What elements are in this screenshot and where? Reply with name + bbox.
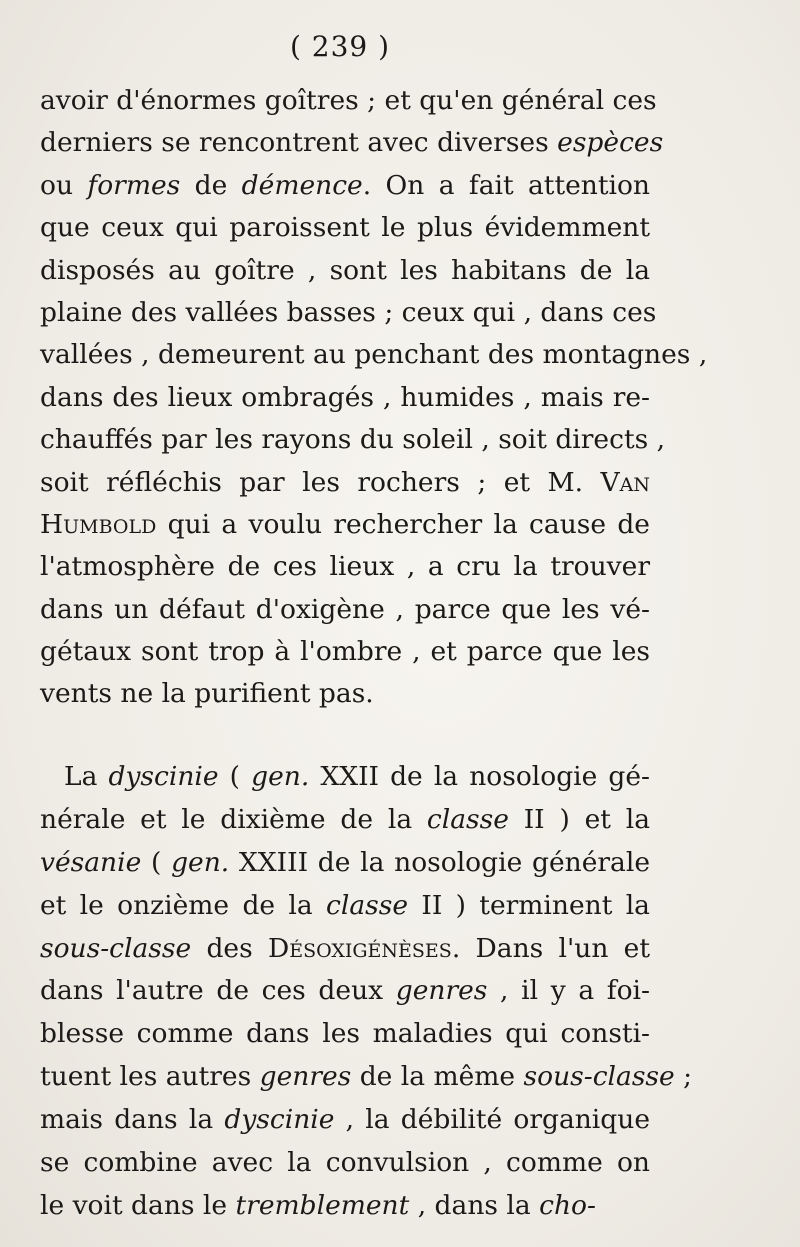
text-line <box>40 885 650 928</box>
text-line <box>40 1142 650 1185</box>
text-line <box>40 80 657 122</box>
text-line <box>40 419 666 461</box>
text-line <box>40 1056 693 1099</box>
text-line <box>40 250 650 292</box>
small-caps-run: Humbold <box>40 508 157 540</box>
text-line <box>40 589 650 631</box>
italic-run: sous-classe <box>40 932 192 964</box>
italic-run: espèces <box>557 127 664 159</box>
text-run: II ) et la <box>508 803 650 835</box>
text-run: vents ne la purifient pas. <box>40 678 374 710</box>
italic-run: vésanie <box>40 846 142 878</box>
text-run: plaine des vallées basses ; ceux qui , dans ces <box>40 296 657 328</box>
text-run: , dans la <box>409 1189 540 1221</box>
text-line <box>40 631 650 673</box>
text-run: vallées , demeurent au penchant des montagnes , <box>40 339 708 371</box>
text-run: . Dans l'un et <box>451 932 651 964</box>
text-line <box>40 1099 650 1142</box>
text-line <box>40 334 708 376</box>
text-run: dans un défaut d'oxigène , parce que les vé- <box>40 593 650 625</box>
text-run: nérale et le dixième de la <box>40 803 427 835</box>
italic-run: classe <box>426 803 509 835</box>
page-number: ( 239 ) <box>289 30 391 63</box>
italic-run: classe <box>326 889 409 921</box>
italic-run: dyscinie <box>224 1104 335 1136</box>
text-run: derniers se rencontrent avec diverses <box>40 127 558 159</box>
text-run: soit réfléchis par les rochers ; et M. <box>40 466 601 498</box>
italic-run: genres <box>395 975 488 1007</box>
paragraph-2 <box>40 756 693 1228</box>
text-run: mais dans la <box>40 1104 225 1136</box>
text-line <box>40 122 664 164</box>
text-run: La <box>64 761 109 792</box>
text-run: disposés au goître , sont les habitans de la <box>40 254 650 286</box>
italic-run: dyscinie <box>108 761 219 792</box>
text-line <box>40 292 657 334</box>
text-line <box>40 842 650 885</box>
italic-run: sous-classe <box>523 1061 675 1093</box>
text-run: de la même <box>351 1061 524 1093</box>
text-run: l'atmosphère de ces lieux , a cru la trouver <box>40 551 650 583</box>
text-line <box>40 1185 650 1228</box>
text-line <box>40 1013 650 1056</box>
text-run: tuent les autres <box>40 1061 260 1093</box>
italic-run: genres <box>259 1061 352 1093</box>
text-run: , la débilité organique <box>334 1104 650 1136</box>
text-line <box>40 756 650 799</box>
text-line <box>40 504 650 546</box>
small-caps-run: Désoxigénèses <box>267 932 452 964</box>
text-run: avoir d'énormes goîtres ; et qu'en général ces <box>40 85 657 116</box>
italic-run: tremblement <box>235 1189 410 1221</box>
italic-run: démence <box>241 169 363 201</box>
italic-run: gen. <box>171 846 230 878</box>
text-run: dans l'autre de ces deux <box>40 975 396 1007</box>
text-run: dans des lieux ombragés , humides , mais re- <box>40 381 650 413</box>
text-run: ( <box>218 761 252 792</box>
text-line <box>40 165 650 207</box>
text-line <box>40 546 650 588</box>
text-line <box>40 928 650 971</box>
text-line <box>40 970 650 1013</box>
text-run: , il y a foi- <box>487 975 650 1007</box>
text-run: que ceux qui paroissent le plus évidemment <box>40 212 650 244</box>
text-run: . On a fait attention <box>362 169 650 201</box>
paragraph-1 <box>40 80 708 716</box>
text-run: chauffés par les rayons du soleil , soit directs , <box>40 424 666 456</box>
text-line <box>40 377 650 419</box>
text-run: blesse comme dans les maladies qui consti- <box>40 1018 650 1050</box>
italic-run: cho- <box>539 1189 596 1221</box>
text-line <box>40 673 650 715</box>
text-run: ( <box>141 846 172 878</box>
italic-run: gen. <box>251 761 310 792</box>
text-run: de <box>180 169 242 201</box>
text-run: et le onzième de la <box>40 889 327 921</box>
text-line <box>40 799 650 842</box>
text-run: XXIII de la nosologie générale <box>229 846 650 878</box>
small-caps-run: Van <box>600 466 650 498</box>
text-run: se combine avec la convulsion , comme on <box>40 1147 650 1179</box>
text-line <box>40 207 650 249</box>
text-run: ; <box>674 1061 693 1093</box>
text-run: II ) terminent la <box>408 889 650 921</box>
text-run: XXII de la nosologie gé- <box>309 761 651 792</box>
text-run: gétaux sont trop à l'ombre , et parce que les <box>40 636 650 668</box>
text-run: ou <box>40 169 88 201</box>
text-run: qui a voulu rechercher la cause de <box>156 508 650 540</box>
text-run: le voit dans le <box>40 1189 236 1221</box>
italic-run: formes <box>87 169 181 201</box>
text-run: des <box>191 932 268 964</box>
text-line <box>40 462 650 504</box>
